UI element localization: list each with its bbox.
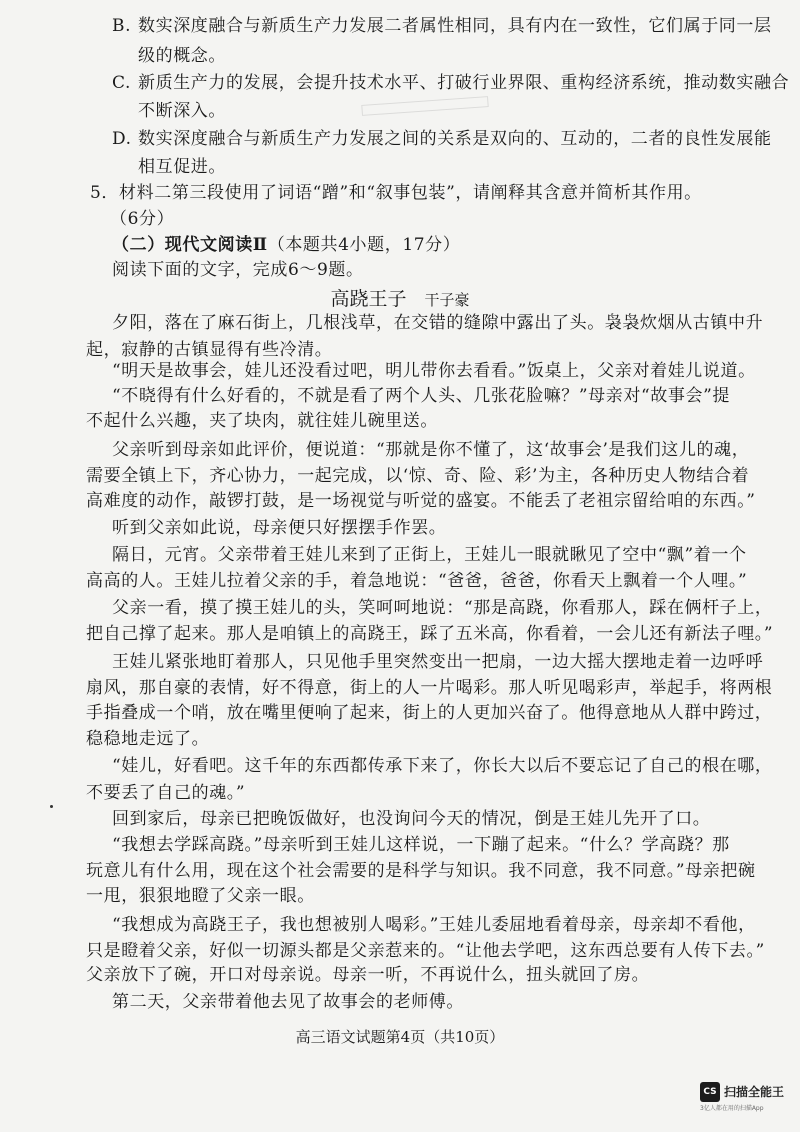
- story-line: 手指叠成一个哨，放在嘴里便响了起来，街上的人更加兴奋了。他得意地从人群中跨过，: [86, 703, 773, 723]
- story-line: 只是瞪着父亲，好似一切源头都是父亲惹来的。“让他去学吧，这东西总要有人传下去。”: [86, 941, 765, 961]
- story-line: 高难度的动作，敲锣打鼓，是一场视觉与听觉的盛宴。不能丢了老祖宗留给咱的东西。”: [86, 491, 756, 511]
- story-line: 听到父亲如此说，母亲便只好摆摆手作罢。: [112, 518, 447, 538]
- option-b-text: 数实深度融合与新质生产力发展二者属性相同，具有内在一致性，它们属于同一层: [138, 16, 772, 36]
- story-line: 不起什么兴趣，夹了块肉，就往娃儿碗里送。: [86, 411, 438, 431]
- story-line: “不晓得有什么好看的，不就是看了两个人头、几张花脸嘛？”母亲对“故事会”提: [112, 386, 730, 406]
- option-d-label: D.: [112, 129, 132, 149]
- story-line: 稳稳地走远了。: [86, 729, 210, 749]
- option-d-text: 数实深度融合与新质生产力发展之间的关系是双向的、互动的，二者的良性发展能: [138, 129, 772, 149]
- story-line: 起，寂静的古镇显得有些冷清。: [86, 340, 333, 360]
- story-line: 王娃儿紧张地盯着那人，只见他手里突然变出一把扇，一边大摇大摆地走着一边呼呼: [112, 652, 764, 672]
- section-heading: [112, 233, 460, 257]
- option-c-text: 新质生产力的发展，会提升技术水平、打破行业界限、重构经济系统，推动数实融合: [138, 73, 790, 93]
- scan-speck: [50, 805, 53, 808]
- section-heading-note: （本题共4小题，17分）: [267, 235, 461, 255]
- question-5-line2: （6分）: [110, 209, 175, 229]
- section-heading-title: （二）现代文阅读Ⅱ: [112, 235, 268, 255]
- story-author: 干子豪: [424, 291, 470, 309]
- story-line: 夕阳，落在了麻石街上，几根浅草，在交错的缝隙中露出了头。袅袅炊烟从古镇中升: [112, 313, 764, 333]
- story-line: 把自己撑了起来。那人是咱镇上的高跷王，踩了五米高，你看着，一会儿还有新法子哩。”: [86, 624, 774, 644]
- option-c-label: C.: [112, 73, 132, 93]
- page-footer: 高三语文试题第4页（共10页）: [295, 1028, 505, 1046]
- story-line: 父亲听到母亲如此评价，便说道：“那就是你不懂了，这‘故事会’是我们这儿的魂，: [112, 440, 750, 460]
- option-c-line2: 不断深入。: [138, 101, 226, 121]
- story-line: “娃儿，好看吧。这千年的东西都传承下来了，你长大以后不要忘记了自己的根在哪，: [112, 756, 773, 776]
- watermark-tagline: 3亿人都在用的扫描App: [700, 1105, 764, 1112]
- option-b-line2: 级的概念。: [138, 46, 226, 66]
- option-c-line1: [112, 71, 789, 95]
- story-line: 隔日，元宵。父亲带着王娃儿来到了正街上，王娃儿一眼就瞅见了空中“飘”着一个: [112, 545, 747, 565]
- story-line: 父亲放下了碗，开口对母亲说。母亲一听，不再说什么，扭头就回了房。: [86, 965, 650, 985]
- story-line: “我想去学踩高跷。”母亲听到王娃儿这样说，一下蹦了起来。“什么？学高跷？那: [112, 835, 730, 855]
- story-line: 玩意儿有什么用，现在这个社会需要的是科学与知识。我不同意，我不同意。”母亲把碗: [86, 861, 756, 881]
- faint-stamp-mark: [360, 93, 491, 118]
- story-line: “我想成为高跷王子，我也想被别人喝彩。”王娃儿委屈地看着母亲，母亲却不看他，: [112, 915, 756, 935]
- story-line: 第二天，父亲带着他去见了故事会的老师傅。: [112, 992, 464, 1012]
- story-line: 父亲一看，摸了摸王娃儿的头，笑呵呵地说：“那是高跷，你看那人，踩在俩杆子上，: [112, 598, 773, 618]
- option-d-line1: [112, 127, 772, 151]
- option-b-label: B.: [112, 16, 132, 36]
- section-instruction: 阅读下面的文字，完成6～9题。: [112, 260, 364, 280]
- story-line: 回到家后，母亲已把晚饭做好，也没询问今天的情况，倒是王娃儿先开了口。: [112, 809, 711, 829]
- story-line: 需要全镇上下，齐心协力，一起完成，以‘惊、奇、险、彩’为主，各种历史人物结合着: [86, 466, 750, 486]
- watermark-app-name: 扫描全能王: [724, 1085, 785, 1099]
- story-title-row: [0, 284, 800, 311]
- story-line: 高高的人。王娃儿拉着父亲的手，着急地说：“爸爸，爸爸，你看天上飘着一个人哩。”: [86, 571, 748, 591]
- story-line: “明天是故事会，娃儿还没看过吧，明儿带你去看看。”饭桌上，父亲对着娃儿说道。: [112, 361, 756, 381]
- option-b-line1: [112, 14, 772, 38]
- option-d-line2: 相互促进。: [138, 157, 226, 177]
- story-line: 不要丢了自己的魂。”: [86, 783, 246, 803]
- story-line: 扇风，那自豪的表情，好不得意，街上的人一片喝彩。那人听见喝彩声，举起手，将两根: [86, 678, 773, 698]
- scanner-watermark: [700, 1080, 796, 1114]
- question-5-line1: 5．材料二第三段使用了词语“蹭”和“叙事包装”，请阐释其含意并简析其作用。: [90, 183, 702, 203]
- camscanner-logo-icon: CS: [700, 1082, 720, 1102]
- story-line: 一甩，狠狠地瞪了父亲一眼。: [86, 886, 315, 906]
- story-title: 高跷王子: [330, 288, 407, 310]
